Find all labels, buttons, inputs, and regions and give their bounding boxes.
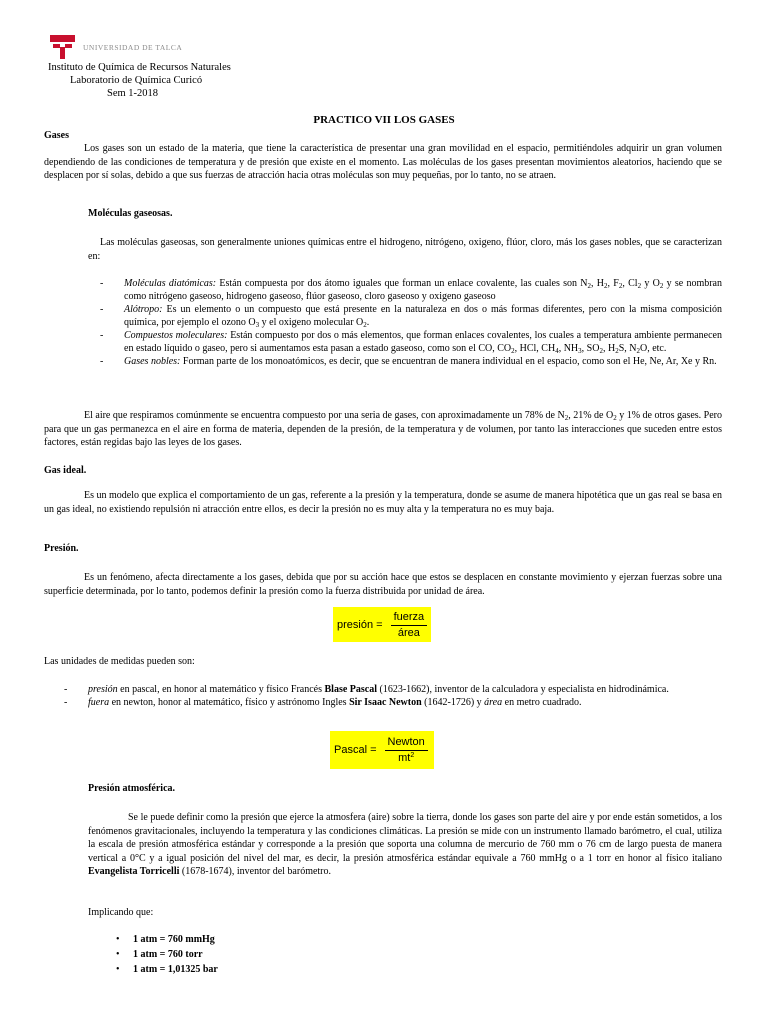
paragraph-aire-text: El aire que respiramos comúnmente se encuentra compuesto por una seria de gases, con aproximadamente un 78% de N <box>84 410 565 421</box>
list-item: - presión en pascal, en honor al matemático y físico Francés Blase Pascal (1623-1662), inventor de la calculadora y especialista en hidrodinámica. <box>64 684 669 695</box>
heading-gases: Gases <box>44 130 69 141</box>
heading-gas-ideal: Gas ideal. <box>44 465 87 476</box>
list-item-text: Forman parte de los monoatómicos, es decir, que se encuentran de manera individual en el espacio, como son el He, Ne, Ar, Xe y Rn. <box>180 356 717 367</box>
formula-numerator: Newton <box>385 736 428 751</box>
formula-denominator: $mt^2$ <box>398 752 415 764</box>
list-item-text: y se nombran como nitrógeno gaseoso, hidrogeno gaseoso, flúor gaseoso, cloro gaseoso y oxigeno gaseoso <box>124 278 723 302</box>
person-name: Blase Pascal <box>324 684 378 695</box>
formula-denominator-text: mt <box>398 752 411 764</box>
unidades-intro: Las unidades de medidas pueden son: <box>44 656 195 667</box>
formula-denominator: área <box>397 626 420 639</box>
list-item: • 1 atm = 1,01325 bar <box>116 964 218 975</box>
term-nobles: Gases nobles: <box>124 356 181 367</box>
list-item-text: en metro cuadrado. <box>502 697 582 708</box>
list-item: - Gases nobles: Forman parte de los monoatómicos, es decir, que se encuentran de manera individual en el espacio, como son el He, Ne, Ar, Xe y Rn. <box>100 356 717 367</box>
equivalence: 1 atm = 760 torr <box>133 949 203 960</box>
pascal-formula <box>330 731 434 769</box>
document-title: PRACTICO VII LOS GASES <box>313 114 455 126</box>
university-name: UNIVERSIDAD DE TALCA <box>83 42 183 52</box>
list-item-text: Están compuesta por dos átomo iguales que forman un enlace covalente, las cuales son N <box>216 278 588 289</box>
pressure-formula <box>333 607 431 642</box>
paragraph-presion <box>44 571 722 598</box>
formula-numerator: fuerza <box>391 611 428 626</box>
paragraph-presion-text: Es un fenómeno, afecta directamente a los gases, debida que por su acción hace que estos se desplacen en constante movimiento y ejerzan fuerzas sobre una superficie determinada, por lo tanto, podemos definir la presión como la fuerza distribuida por unidad de área. <box>44 572 722 597</box>
equivalence: 1 atm = 760 mmHg <box>133 934 215 945</box>
paragraph-gas-ideal-text: Es un modelo que explica el comportamiento de un gas, referente a la presión y la temperatura, donde se asume de manera hipotética que un gas real se basa en un gas ideal, no existiendo repulsión ni atracción entre ellos, es decir la presión no es muy alta y la temperatura no es muy baja. <box>44 490 722 515</box>
equivalences-list <box>116 932 218 977</box>
person-name: Sir Isaac Newton <box>349 697 422 708</box>
list-item: - fuera en newton, honor al matemático, físico y astrónomo Ingles Sir Isaac Newton (1642-1726) y área en metro cuadrado. <box>64 697 582 708</box>
person-name: Evangelista Torricelli <box>88 866 180 877</box>
formula-lhs: presión = <box>337 618 383 631</box>
list-item-text: en pascal, en honor al matemático y físico Francés <box>117 684 325 695</box>
equivalence: 1 atm = 1,01325 bar <box>133 964 218 975</box>
implicando-text: Implicando que: <box>88 907 154 918</box>
term-fuerza: fuera <box>88 697 110 708</box>
paragraph-aire: El aire que respiramos comúnmente se encuentra compuesto por una seria de gases, con aproximadamente un 78% de $N_2$, 21% de $O_2$ y 1% de otros gases. Pero para que un gas permanezca en el aire en forma de materia, dependen de la presión, de la temperatura y de volumen, por tanto las interacciones que suceden entre estos factores, están regidas bajo las leyes de los gases. <box>44 410 722 448</box>
term-compuestos: Compuestos moleculares: <box>124 330 228 341</box>
list-item: - Moléculas diatómicas: Están compuesta por dos átomo iguales que forman un enlace covalente, las cuales son $N_2$, $H_2$, $F_2$, $Cl_2$ y $O_2$ y se nombran como nitrógeno gaseoso, hidrogeno gaseoso, flúor gaseoso, cloro gaseoso y oxigeno gaseoso <box>100 278 723 302</box>
paragraph-atmosferica-text: Se le puede definir como la presión que ejerce la atmosfera (aire) sobre la tierra, donde los gases son parte del aire y por ende están sometidos, a los fenómenos gravitacionales, incluyendo la temperatura y las condiciones climáticas. La presión se mide con un instrumento llamado barómetro, el cual, utiliza la escala de presión atmosférica estándar y corresponde a la presión que soporta una columna de mercurio de 760 mm o 76 cm de largo puesta de manera vertical a 0°C y a igual posición del nivel del mar, es decir, la presión atmosférica estándar equivale a 760 mmHg o a 1 torr en honor al físico italiano <box>88 812 722 864</box>
formula-lhs: Pascal = <box>334 744 377 756</box>
formula-fraction <box>385 736 428 764</box>
institute-line: Instituto de Química de Recursos Naturales <box>48 62 231 73</box>
paragraph-gases-text: Los gases son un estado de la materia, que tiene la característica de presentar una gran movilidad en el espacio, permitiéndoles adquirir un gran volumen dependiendo de las condiciones de temperatura y de presión que existe en el momento. Las moléculas de los gases presentan movimientos aleatorios, haciendo que se desplacen por sí solas, debido a que sus fuerzas de atracción hacia otras moléculas son muy pequeñas, por lo tanto, no se atraen. <box>44 143 722 181</box>
term-presion: presión <box>88 684 118 695</box>
heading-presion-atmosferica: Presión atmosférica. <box>88 783 176 794</box>
list-item-text: en newton, honor al matemático, físico y astrónomo Ingles <box>109 697 350 708</box>
heading-presion: Presión. <box>44 543 79 554</box>
paragraph-aire-text: y 1% de otros gases. Pero para que un gas permanezca en el aire en forma de materia, dependen de la presión, de la temperatura y de volumen, por tanto las interacciones que suceden entre estos factores, están regidas bajo las leyes de los gases. <box>44 410 722 448</box>
university-logo <box>50 35 182 59</box>
paragraph-gases <box>44 142 722 183</box>
paragraph-aire-text: , 21% de O <box>568 410 614 421</box>
heading-moleculas: Moléculas gaseosas. <box>88 208 173 219</box>
list-item: • 1 atm = 760 torr <box>116 949 203 960</box>
list-item-text: Están compuesto por dos o más elementos, que forman enlaces covalentes, los cuales a temperatura ambiente permanecen en estado líquido o gaseo, pero si aumentamos esta pasan a estado gaseoso, como son el CO, CO <box>124 330 722 354</box>
institute-header <box>48 61 231 100</box>
list-item-text: (1642-1726) y <box>421 697 485 708</box>
term-diatomicas: Moléculas diatómicas: <box>124 278 217 289</box>
term-area: área <box>484 697 503 708</box>
list-item-text: (1623-1662), inventor de la calculadora y especialista en hidrodinámica. <box>377 684 669 695</box>
paragraph-gas-ideal <box>44 489 722 516</box>
list-item: • 1 atm = 760 mmHg <box>116 934 215 945</box>
university-logo-icon <box>50 35 75 59</box>
list-item: - Alótropo: Es un elemento o un compuesto que está presente en la naturaleza en dos o más formas diferentes, pero con la misma composición química, por ejemplo el ozono $O_3$ y el oxigeno molecular $O_2$. <box>100 304 722 329</box>
molecule-types-list <box>100 277 723 368</box>
paragraph-moleculas-text: Las moléculas gaseosas, son generalmente uniones químicas entre el hidrogeno, nitrógeno, oxigeno, flúor, cloro, más los gases nobles, que se caracterizan en: <box>88 237 722 262</box>
list-item-text: Es un elemento o un compuesto que está presente en la naturaleza en dos o más formas diferentes, pero con la misma composición química, por ejemplo el ozono O <box>124 304 722 328</box>
laboratory-line: Laboratorio de Química Curicó <box>70 75 203 86</box>
term-alotropo: Alótropo: <box>124 304 163 315</box>
semester-line: Sem 1-2018 <box>107 88 159 99</box>
paragraph-atmosferica <box>88 811 722 879</box>
paragraph-moleculas <box>88 236 722 263</box>
paragraph-atmosferica-text: (1678-1674), inventor del barómetro. <box>179 866 332 877</box>
list-item: - Compuestos moleculares: Están compuesto por dos o más elementos, que forman enlaces covalentes, los cuales a temperatura ambiente permanecen en estado líquido o gaseo, pero si aumentamos esta pasan a estado gaseoso, como son el CO, $CO_2$, HCl, $CH_4$, $NH_3$, $SO_2$, $H_2S$, $N_2O$, etc. <box>100 330 722 355</box>
units-list <box>64 683 722 709</box>
formula-fraction <box>391 611 428 639</box>
